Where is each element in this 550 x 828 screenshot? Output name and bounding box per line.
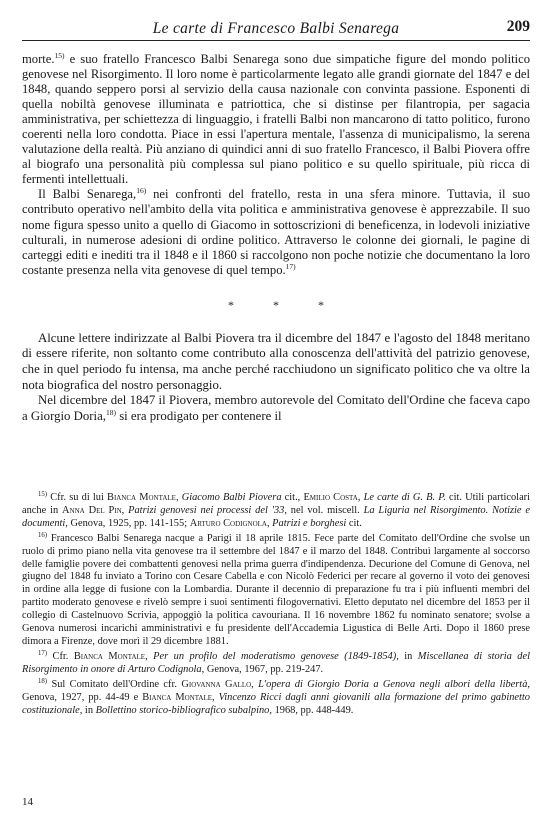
text-run: cit. <box>346 517 362 529</box>
text-run: , 1968, pp. 448-449. <box>269 704 354 716</box>
text-run: Il Balbi Senarega, <box>38 187 137 202</box>
footnote <box>22 533 530 649</box>
author-name: Giovanna Gallo <box>181 678 252 690</box>
text-run: Sul Comitato dell'Ordine cfr. <box>47 678 182 690</box>
text-run: , <box>212 691 219 703</box>
text-run: , in <box>396 650 418 662</box>
footnote <box>22 492 530 531</box>
italic-title: Giacomo Balbi Piovera <box>181 492 282 503</box>
footnote-ref: 18) <box>38 677 48 685</box>
text-run: , in <box>79 704 96 716</box>
paragraph <box>22 393 530 424</box>
text-run: nei confronti del fratello, resta in una sfera minore. Tuttavia, il suo contributo operativo nell'ambito della vita politica e amministrativa genovese è apprezzabile. Il suo nome figura spesso unito a quello di Giacomo in sottoscrizioni di beneficenza, in lodevoli iniziative culturali, in numerose adesioni di ordine politico. Attraverso le colonne dei giornali, le pagine di carteggi editi e inediti tra il 1848 e il 1860 si raccolgono non poche notizie che documentano la loro costante presenza nella vita genovese di quel tempo. <box>22 187 531 277</box>
italic-title: L'opera di Giorgio Doria a Genova negli albori della libertà <box>258 678 528 690</box>
footnote-ref: 18) <box>106 407 116 417</box>
text-run: , nel vol. miscell. <box>284 504 364 516</box>
footnote-ref: 15) <box>54 51 65 60</box>
footnotes <box>22 492 530 719</box>
text-run: si era prodigato per contenere il <box>116 408 282 423</box>
text-run: Cfr. su di lui <box>47 492 108 503</box>
paragraph <box>22 187 530 277</box>
page-number: 209 <box>506 18 530 35</box>
main-text <box>22 52 530 424</box>
text-run: , <box>251 678 259 690</box>
text-run: , Genova, 1967, pp. 219-247. <box>201 663 324 675</box>
footnote <box>22 679 530 718</box>
paragraphs-after-separator <box>22 331 530 425</box>
section-separator: * * * <box>228 297 342 312</box>
text-run: , <box>357 492 364 503</box>
author-name: Anna Del Pin <box>62 504 122 516</box>
text-run: e suo fratello Francesco Balbi Senarega sono due simpatiche figure del mondo politico genovese nel Risorgimento. Il loro nome è particolarmente legato alle grandi giornate del 1847 e del 1848, quando seppero porsi al servizio della causa nazionale con convinta passione. Esponenti di quella nobiltà genovese illuminata e patriottica, che si distinse per filantropia, per sagacia amministrativa, per schiettezza di linguaggio, i fratelli Balbi non mancarono di tatto politico, furono coerenti nella loro condotta. Piace in essi l'apertura mentale, l'assenza di municipalismo, la serena valutazione della realtà. Più anziano di quindici anni di suo fratello Francesco, il Balbi Piovera offre al biografo una personalità più complessa sul piano politico e su quello spirituale, più ricca di fermenti intellettuali. <box>22 52 530 187</box>
text-run: , Genova, 1927, pp. 44-49 e <box>22 678 530 703</box>
footnote-ref: 16) <box>38 531 48 539</box>
text-run: , <box>121 504 129 516</box>
author-name: Bianca Montale <box>73 650 146 662</box>
text-run: , <box>175 492 182 503</box>
text-run: cit. Utili particolari anche in <box>22 492 531 516</box>
italic-title: Patrizi e borghesi <box>272 517 347 529</box>
text-run: Alcune lettere indirizzate al Balbi Piovera tra il dicembre del 1847 e l'agosto del 1848 meritano di essere riferite, non soltanto come contributo alla conoscenza dell'attività del patrizio genovese, che in quel periodo fu intensa, ma anche perché racchiudono un significato politico che va oltre la nota biografica del nostro personaggio. <box>22 330 530 392</box>
footnote-ref: 15) <box>38 491 48 498</box>
folio-mark: 14 <box>22 796 33 808</box>
author-name: Arturo Codignola <box>189 517 267 529</box>
paragraphs-before-separator <box>22 52 530 278</box>
text-run: Nel dicembre del 1847 il Piovera, membro autorevole del Comitato dell'Ordine che faceva capo a Giorgio Doria, <box>22 393 530 423</box>
text-run: , <box>145 650 154 662</box>
author-name: Bianca Montale <box>107 492 176 503</box>
footnote-ref: 17) <box>38 649 48 657</box>
footnote-ref: 16) <box>136 186 147 196</box>
text-run: , Genova, 1925, pp. 141-155; <box>65 517 190 529</box>
italic-title: Miscellanea di storia del Risorgimento in onore di Arturo Codignola <box>22 650 530 675</box>
running-header <box>22 14 530 41</box>
text-run: cit., <box>281 492 304 503</box>
text-run: , <box>266 517 273 529</box>
footnote-ref: 17) <box>285 261 296 271</box>
paragraph <box>22 331 530 393</box>
author-name: Bianca Montale <box>142 691 213 703</box>
author-name: Emilio Costa <box>303 492 358 503</box>
italic-title: Bollettino storico-bibliografico subalpino <box>95 704 270 716</box>
paragraph <box>22 52 530 187</box>
italic-title: Vincenzo Ricci dagli anni giovanili alla formazione del primo gabinetto costituzionale <box>22 691 530 716</box>
italic-title: Le carte di G. B. P. <box>363 492 446 503</box>
italic-title: La Liguria nel Risorgimento. Notizie e documenti <box>22 504 530 529</box>
text-run: Cfr. <box>47 650 74 662</box>
text-run: Francesco Balbi Senarega nacque a Parigi il 18 aprile 1815. Fece parte del Comitato dell'Ordine che svolse un ruolo di primo piano nella vita genovese tra il settembre del 1847 e il marzo del 1848. Contribuì largamente al soccorso delle famiglie povere dei combattenti genovesi nella prima guerra d'indipendenza. Decurione del Comune di Genova, nel giugno del 1848 fu inviato a Torino con Cesare Cabella e con Nicolò Federici per recare al governo il voto dei genovesi in ordine alla legge di fusione con la Lombardia. Durante il decennio di preparazione fu tra i più influenti membri del partito moderato genovese e rivelò sempre i suoi sentimenti filogovernativi. Eletto deputato nel dicembre del 1853 per il collegio di Castelnuovo Scrivia, appoggiò la politica cavouriana. Il 16 novembre 1862 fu nominato senatore; svolse a Genova numerosi incarichi amministrativi e fu presidente dell'Accademia Ligustica di Belle Arti. Dopo il 1860 prese dimora a Firenze, dove morì il 29 dicembre 1881. <box>22 532 530 647</box>
footnote <box>22 651 530 677</box>
running-title: Le carte di Francesco Balbi Senarega <box>152 20 400 37</box>
text-run: morte. <box>22 52 55 66</box>
italic-title: Patrizi genovesi nei processi del '33 <box>128 504 285 516</box>
italic-title: Per un profilo del moderatismo genovese (1849-1854) <box>153 650 397 662</box>
